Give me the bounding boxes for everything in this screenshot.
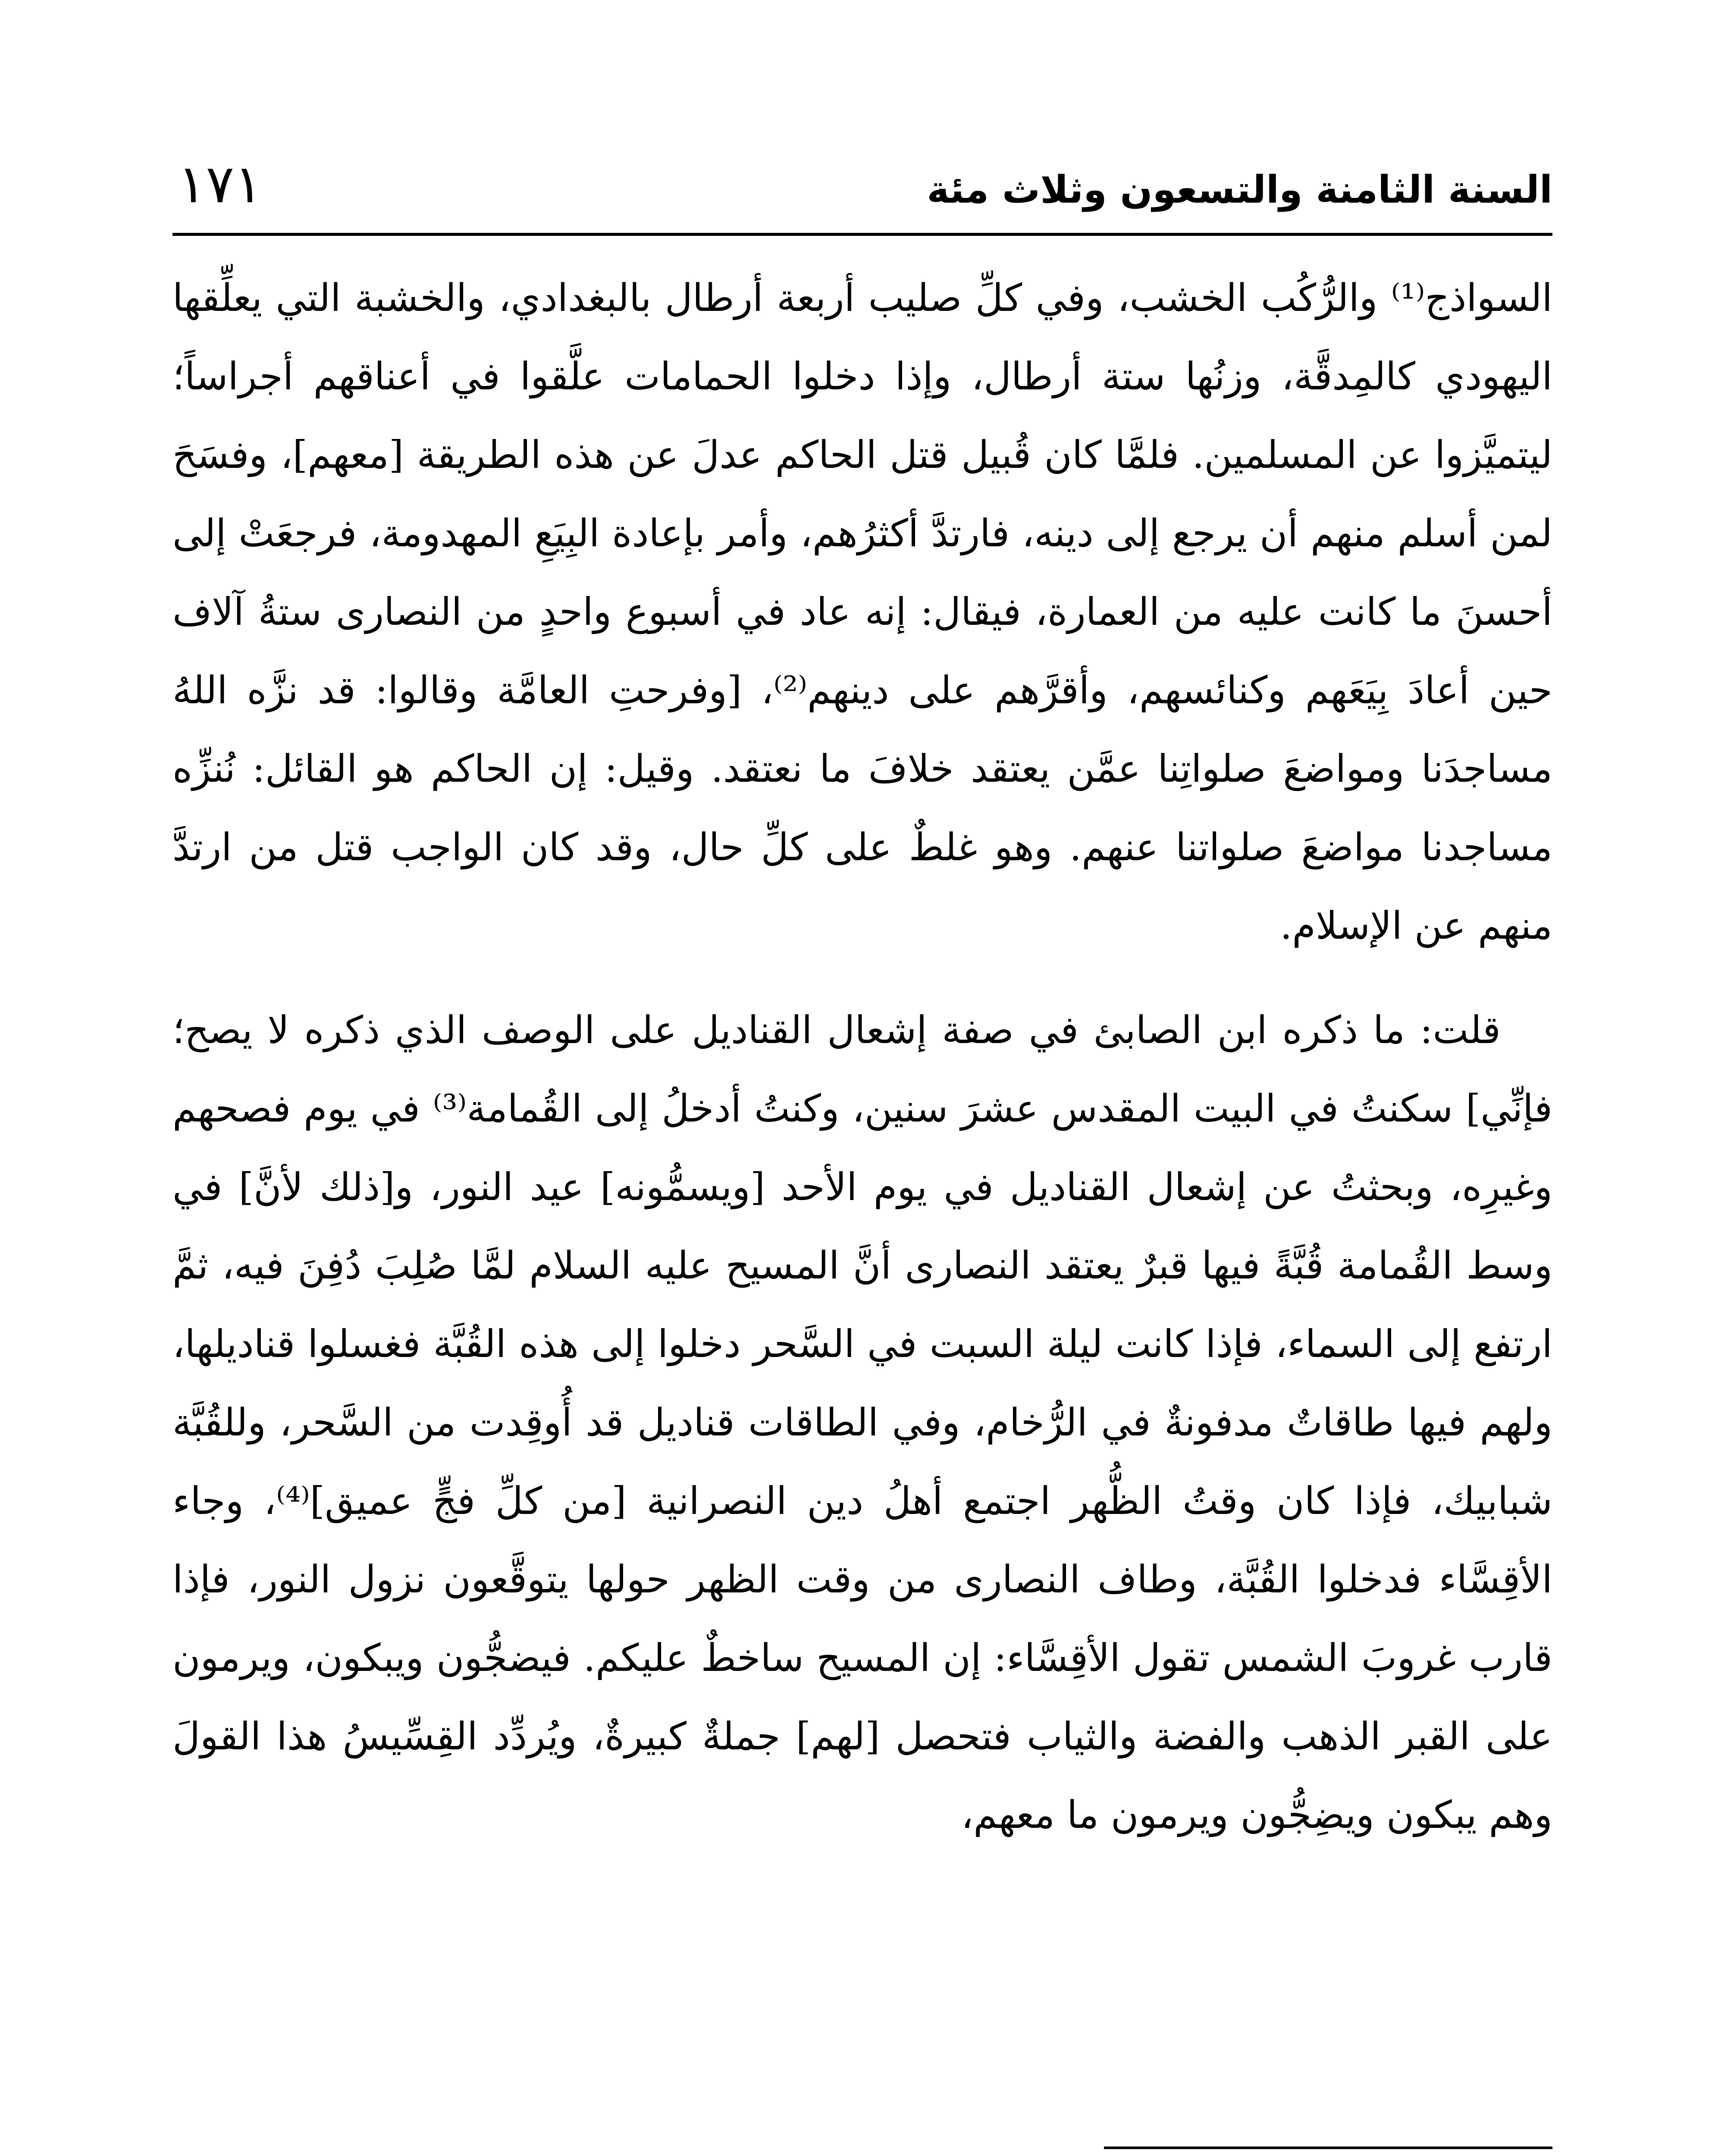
page-number: ١٧١	[178, 154, 263, 215]
paragraph-2-text: قلت: ما ذكره ابن الصابئ في صفة إشعال القناديل على الوصف الذي ذكره لا يصح؛ فإنِّي] سكنتُ في البيت المقدس عشرَ سنين، وكنتُ أدخلُ إلى القُمامة⁽³⁾ في يوم فصحهم وغيرِه، وبحثتُ عن إشعال القناديل في يوم الأحد [ويسمُّونه] عيد النور، و[ذلك لأنَّ] في وسط القُمامة قُبَّةً فيها قبرٌ يعتقد النصارى أنَّ المسيح عليه السلام لمَّا صُلِبَ دُفِنَ فيه، ثمَّ ارتفع إلى السماء، فإذا كانت ليلة السبت في السَّحر دخلوا إلى هذه القُبَّة فغسلوا قناديلها، ولهم فيها طاقاتٌ مدفونةٌ في الرُّخام، وفي الطاقات قناديل قد أُوقِدت من السَّحر، وللقُبَّة شبابيك، فإذا كان وقتُ الظُّهر اجتمع أهلُ دين النصرانية [من كلِّ فجٍّ عميق]⁽⁴⁾، وجاء الأقِسَّاء فدخلوا القُبَّة، وطاف النصارى من وقت الظهر حولها يتوقَّعون نزول النور، فإذا قارب غروبَ الشمس تقول الأقِسَّاء: إن المسيح ساخطٌ عليكم. فيضجُّون ويبكون، ويرمون على القبر الذهب والفضة والثياب فتحصل [لهم] جملةٌ كبيرةٌ، ويُردِّد القِسِّيسُ هذا القولَ وهم يبكون ويضِجُّون ويرمون ما معهم،	[172, 1008, 1553, 1837]
paragraph-1	[172, 259, 1552, 965]
footnote-separator	[1104, 2147, 1552, 2149]
page-header	[172, 149, 1552, 231]
running-title: السنة الثامنة والتسعون وثلاث مئة	[927, 167, 1552, 212]
paragraph-1-text: السواذج⁽¹⁾ والرُّكُب الخشب، وفي كلِّ صليب أربعة أرطال بالبغدادي، والخشبة التي يعلِّقها اليهودي كالمِدقَّة، وزنُها ستة أرطال، وإذا دخلوا الحمامات علَّقوا في أعناقهم أجراساً؛ ليتميَّزوا عن المسلمين. فلمَّا كان قُبيل قتل الحاكم عدلَ عن هذه الطريقة [معهم]، وفسَحَ لمن أسلم منهم أن يرجع إلى دينه، فارتدَّ أكثرُهم، وأمر بإعادة البِيَعِ المهدومة، فرجعَتْ إلى أحسنَ ما كانت عليه من العمارة، فيقال: إنه عاد في أسبوع واحدٍ من النصارى ستةُ آلاف حين أعادَ بِيَعَهم وكنائسهم، وأقرَّهم على دينهم⁽²⁾، [وفرحتِ العامَّة وقالوا: قد نزَّه اللهُ مساجدَنا ومواضعَ صلواتِنا عمَّن يعتقد خلافَ ما نعتقد. وقيل: إن الحاكم هو القائل: نُنزِّه مساجدنا مواضعَ صلواتنا عنهم. وهو غلطٌ على كلِّ حال، وقد كان الواجب قتل من ارتدَّ منهم عن الإسلام.	[172, 276, 1552, 948]
header-rule	[172, 233, 1552, 236]
paragraph-2	[172, 991, 1552, 1854]
main-text	[172, 259, 1552, 1854]
